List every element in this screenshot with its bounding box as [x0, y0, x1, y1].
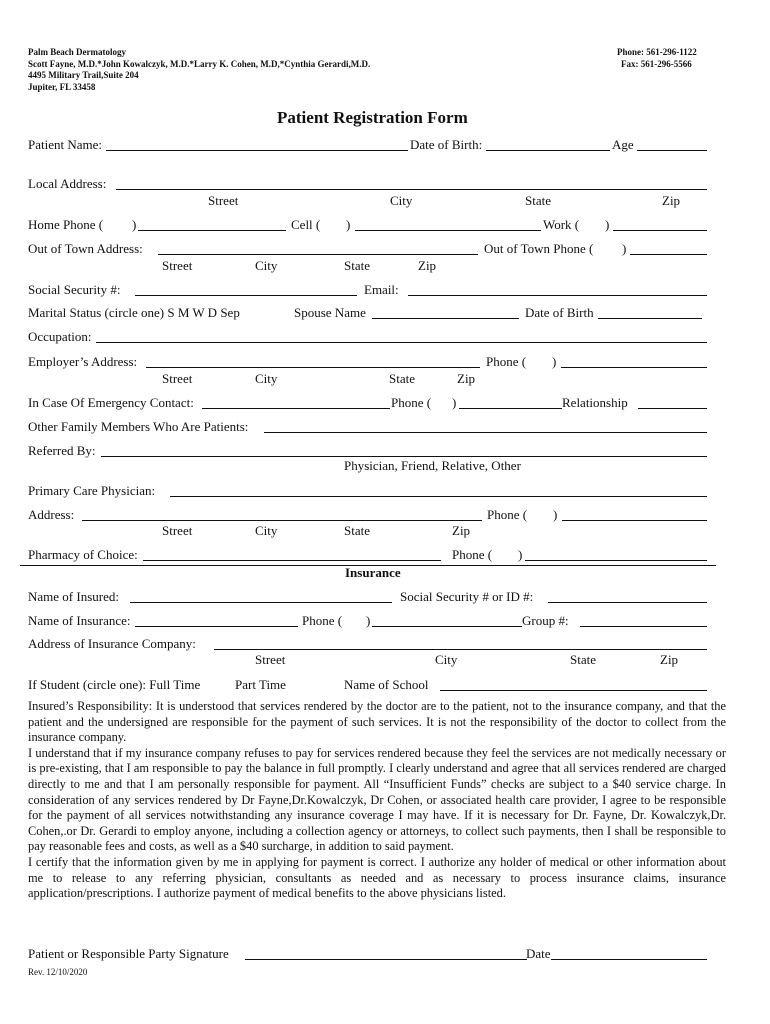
employer-street-caption: Street [162, 371, 193, 386]
insurance-address-line[interactable] [214, 649, 707, 650]
employer-city-caption: City [255, 371, 278, 386]
group-line[interactable] [580, 626, 707, 627]
emergency-contact-line[interactable] [202, 408, 390, 409]
oot-phone-paren: ) [622, 241, 627, 256]
oot-address-label: Out of Town Address: [28, 241, 143, 256]
oot-state-caption: State [344, 258, 370, 273]
spouse-dob-line[interactable] [598, 318, 702, 319]
ssn-line[interactable] [135, 295, 357, 296]
local-address-line[interactable] [116, 189, 707, 190]
emergency-phone-line[interactable] [459, 408, 562, 409]
referred-by-label: Referred By: [28, 443, 96, 458]
relationship-label: Relationship [562, 395, 628, 410]
practice-fax: Fax: 561-296-5566 [621, 58, 692, 69]
dob-line[interactable] [486, 150, 610, 151]
signature-line[interactable] [245, 959, 527, 960]
pcp-street-caption: Street [162, 523, 193, 538]
doctors-list: Scott Fayne, M.D.*John Kowalczyk, M.D.*Larry K. Cohen, M.D,*Cynthia Gerardi,M.D. [28, 58, 371, 69]
employer-address-line[interactable] [146, 367, 480, 368]
work-label: Work ( [543, 217, 580, 232]
email-label: Email: [364, 282, 399, 297]
practice-address-line2: Jupiter, FL 33458 [28, 81, 96, 92]
cell-paren: ) [346, 217, 351, 232]
oot-address-line[interactable] [158, 254, 478, 255]
spouse-dob-label: Date of Birth [525, 305, 594, 320]
payment-agreement-paragraph: I understand that if my insurance company refuses to pay for services rendered because they feel the services are not medically necessary or is pre-existing, that I am responsible to pay the balance in full promptly. I clearly understand and agree that all services rendered are charged directly to me and that I am personally responsible for payment. All “Insufficient Funds” checks are subject to a $40 service charge. In consideration of any services rendered by Dr Fayne,Dr.Kowalczyk, Dr Cohen, or associated health care provider, I agree to be responsible for the payment of all services notwithstanding any insurance coverage I may have. If it is necessary for Dr. Fayne, Dr. Kowalczyk,Dr. Cohen,.or Dr. Gerardi to employ anyone, including a collection agency or attorneys, to collect such payments, then I shall be responsible to pay reasonable fees and costs, as well as a $40 surcharge, in addition to said payment. [28, 745, 726, 854]
date-label: Date [526, 946, 551, 961]
cell-line[interactable] [355, 230, 541, 231]
employer-phone-paren: ) [552, 354, 557, 369]
insurance-address-label: Address of Insurance Company: [28, 636, 196, 651]
authorization-paragraph: I certify that the information given by me in applying for payment is correct. I authorize any holder of medical or other information about me to release to any referring physician, consultants as needed and as necessary to process insurance claims, insurance application/prescriptions. I authorize payment of medical benefits to the above physicians listed. [28, 854, 726, 901]
pcp-address-label: Address: [28, 507, 75, 522]
student-status-label: If Student (circle one): Full Time [28, 677, 201, 692]
local-city-caption: City [390, 193, 413, 208]
insurance-phone-line[interactable] [372, 626, 522, 627]
insurance-name-line[interactable] [135, 626, 298, 627]
local-state-caption: State [525, 193, 551, 208]
oot-phone-label: Out of Town Phone ( [484, 241, 594, 256]
insured-responsibility-paragraph: Insured’s Responsibility: It is understood that services rendered by the doctor are to the patient, not to the insurance company, and that the patient and the undersigned are responsible for the payment of such services. It is not the responsibility of the doctor to collect from the insurance company. [28, 699, 726, 745]
insured-name-line[interactable] [130, 602, 392, 603]
family-members-label: Other Family Members Who Are Patients: [28, 419, 249, 434]
patient-name-label: Patient Name: [28, 137, 103, 152]
age-label: Age [612, 137, 634, 152]
practice-address-line1: 4495 Military Trail,Suite 204 [28, 70, 139, 80]
spouse-name-label: Spouse Name [294, 305, 366, 320]
email-line[interactable] [408, 295, 707, 296]
oot-phone-line[interactable] [630, 254, 707, 255]
pharmacy-phone-label: Phone ( [452, 547, 493, 562]
work-paren: ) [605, 217, 610, 232]
practice-name: Palm Beach Dermatology [28, 47, 126, 57]
pcp-label: Primary Care Physician: [28, 483, 156, 498]
employer-zip-caption: Zip [457, 371, 476, 386]
date-line[interactable] [551, 959, 707, 960]
pcp-city-caption: City [255, 523, 278, 538]
pharmacy-phone-paren: ) [518, 547, 523, 562]
pcp-address-line[interactable] [82, 520, 482, 521]
ins-city-caption: City [435, 652, 458, 667]
pharmacy-label: Pharmacy of Choice: [28, 547, 138, 562]
referred-by-line[interactable] [101, 456, 707, 457]
home-phone-paren: ) [132, 217, 137, 232]
revision-date: Rev. 12/10/2020 [28, 967, 88, 977]
employer-state-caption: State [389, 371, 415, 386]
occupation-line[interactable] [96, 342, 707, 343]
family-members-line[interactable] [264, 432, 707, 433]
age-line[interactable] [637, 150, 707, 151]
ins-state-caption: State [570, 652, 596, 667]
marital-status-label: Marital Status (circle one) S M W D Sep [28, 305, 240, 320]
pcp-phone-label: Phone ( [487, 507, 528, 522]
insured-name-label: Name of Insured: [28, 589, 119, 604]
employer-phone-line[interactable] [561, 367, 707, 368]
insurance-name-label: Name of Insurance: [28, 613, 131, 628]
signature-label: Patient or Responsible Party Signature [28, 946, 229, 961]
oot-zip-caption: Zip [418, 258, 437, 273]
ins-zip-caption: Zip [660, 652, 679, 667]
occupation-label: Occupation: [28, 329, 92, 344]
emergency-contact-label: In Case Of Emergency Contact: [28, 395, 194, 410]
patient-name-line[interactable] [106, 150, 408, 151]
work-line[interactable] [613, 230, 707, 231]
page-title: Patient Registration Form [277, 108, 468, 127]
oot-city-caption: City [255, 258, 278, 273]
referred-options: Physician, Friend, Relative, Other [344, 458, 521, 473]
school-name-label: Name of School [344, 677, 429, 692]
pcp-zip-caption: Zip [452, 523, 471, 538]
pcp-phone-line[interactable] [562, 520, 707, 521]
insured-ssn-line[interactable] [548, 602, 707, 603]
insurance-phone-paren: ) [366, 613, 371, 628]
spouse-name-line[interactable] [372, 318, 519, 319]
cell-label: Cell ( [291, 217, 321, 232]
relationship-line[interactable] [638, 408, 707, 409]
pharmacy-line[interactable] [143, 560, 441, 561]
ssn-label: Social Security #: [28, 282, 121, 297]
ins-street-caption: Street [255, 652, 286, 667]
pcp-phone-paren: ) [553, 507, 558, 522]
local-address-label: Local Address: [28, 176, 107, 191]
dob-label: Date of Birth: [410, 137, 483, 152]
insurance-heading: Insurance [345, 565, 401, 580]
emergency-phone-paren: ) [452, 395, 457, 410]
insured-ssn-label: Social Security # or ID #: [400, 589, 534, 604]
employer-address-label: Employer’s Address: [28, 354, 138, 369]
pcp-state-caption: State [344, 523, 370, 538]
home-phone-label: Home Phone ( [28, 217, 104, 232]
pcp-line[interactable] [170, 496, 707, 497]
employer-phone-label: Phone ( [486, 354, 527, 369]
part-time-option[interactable]: Part Time [235, 677, 286, 692]
local-zip-caption: Zip [662, 193, 681, 208]
responsibility-text [28, 699, 726, 902]
emergency-phone-label: Phone ( [391, 395, 432, 410]
school-name-line[interactable] [440, 690, 707, 691]
pharmacy-phone-line[interactable] [525, 560, 707, 561]
oot-street-caption: Street [162, 258, 193, 273]
local-street-caption: Street [208, 193, 239, 208]
practice-phone: Phone: 561-296-1122 [617, 47, 697, 57]
group-label: Group #: [522, 613, 569, 628]
insurance-phone-label: Phone ( [302, 613, 343, 628]
home-phone-line[interactable] [138, 230, 286, 231]
